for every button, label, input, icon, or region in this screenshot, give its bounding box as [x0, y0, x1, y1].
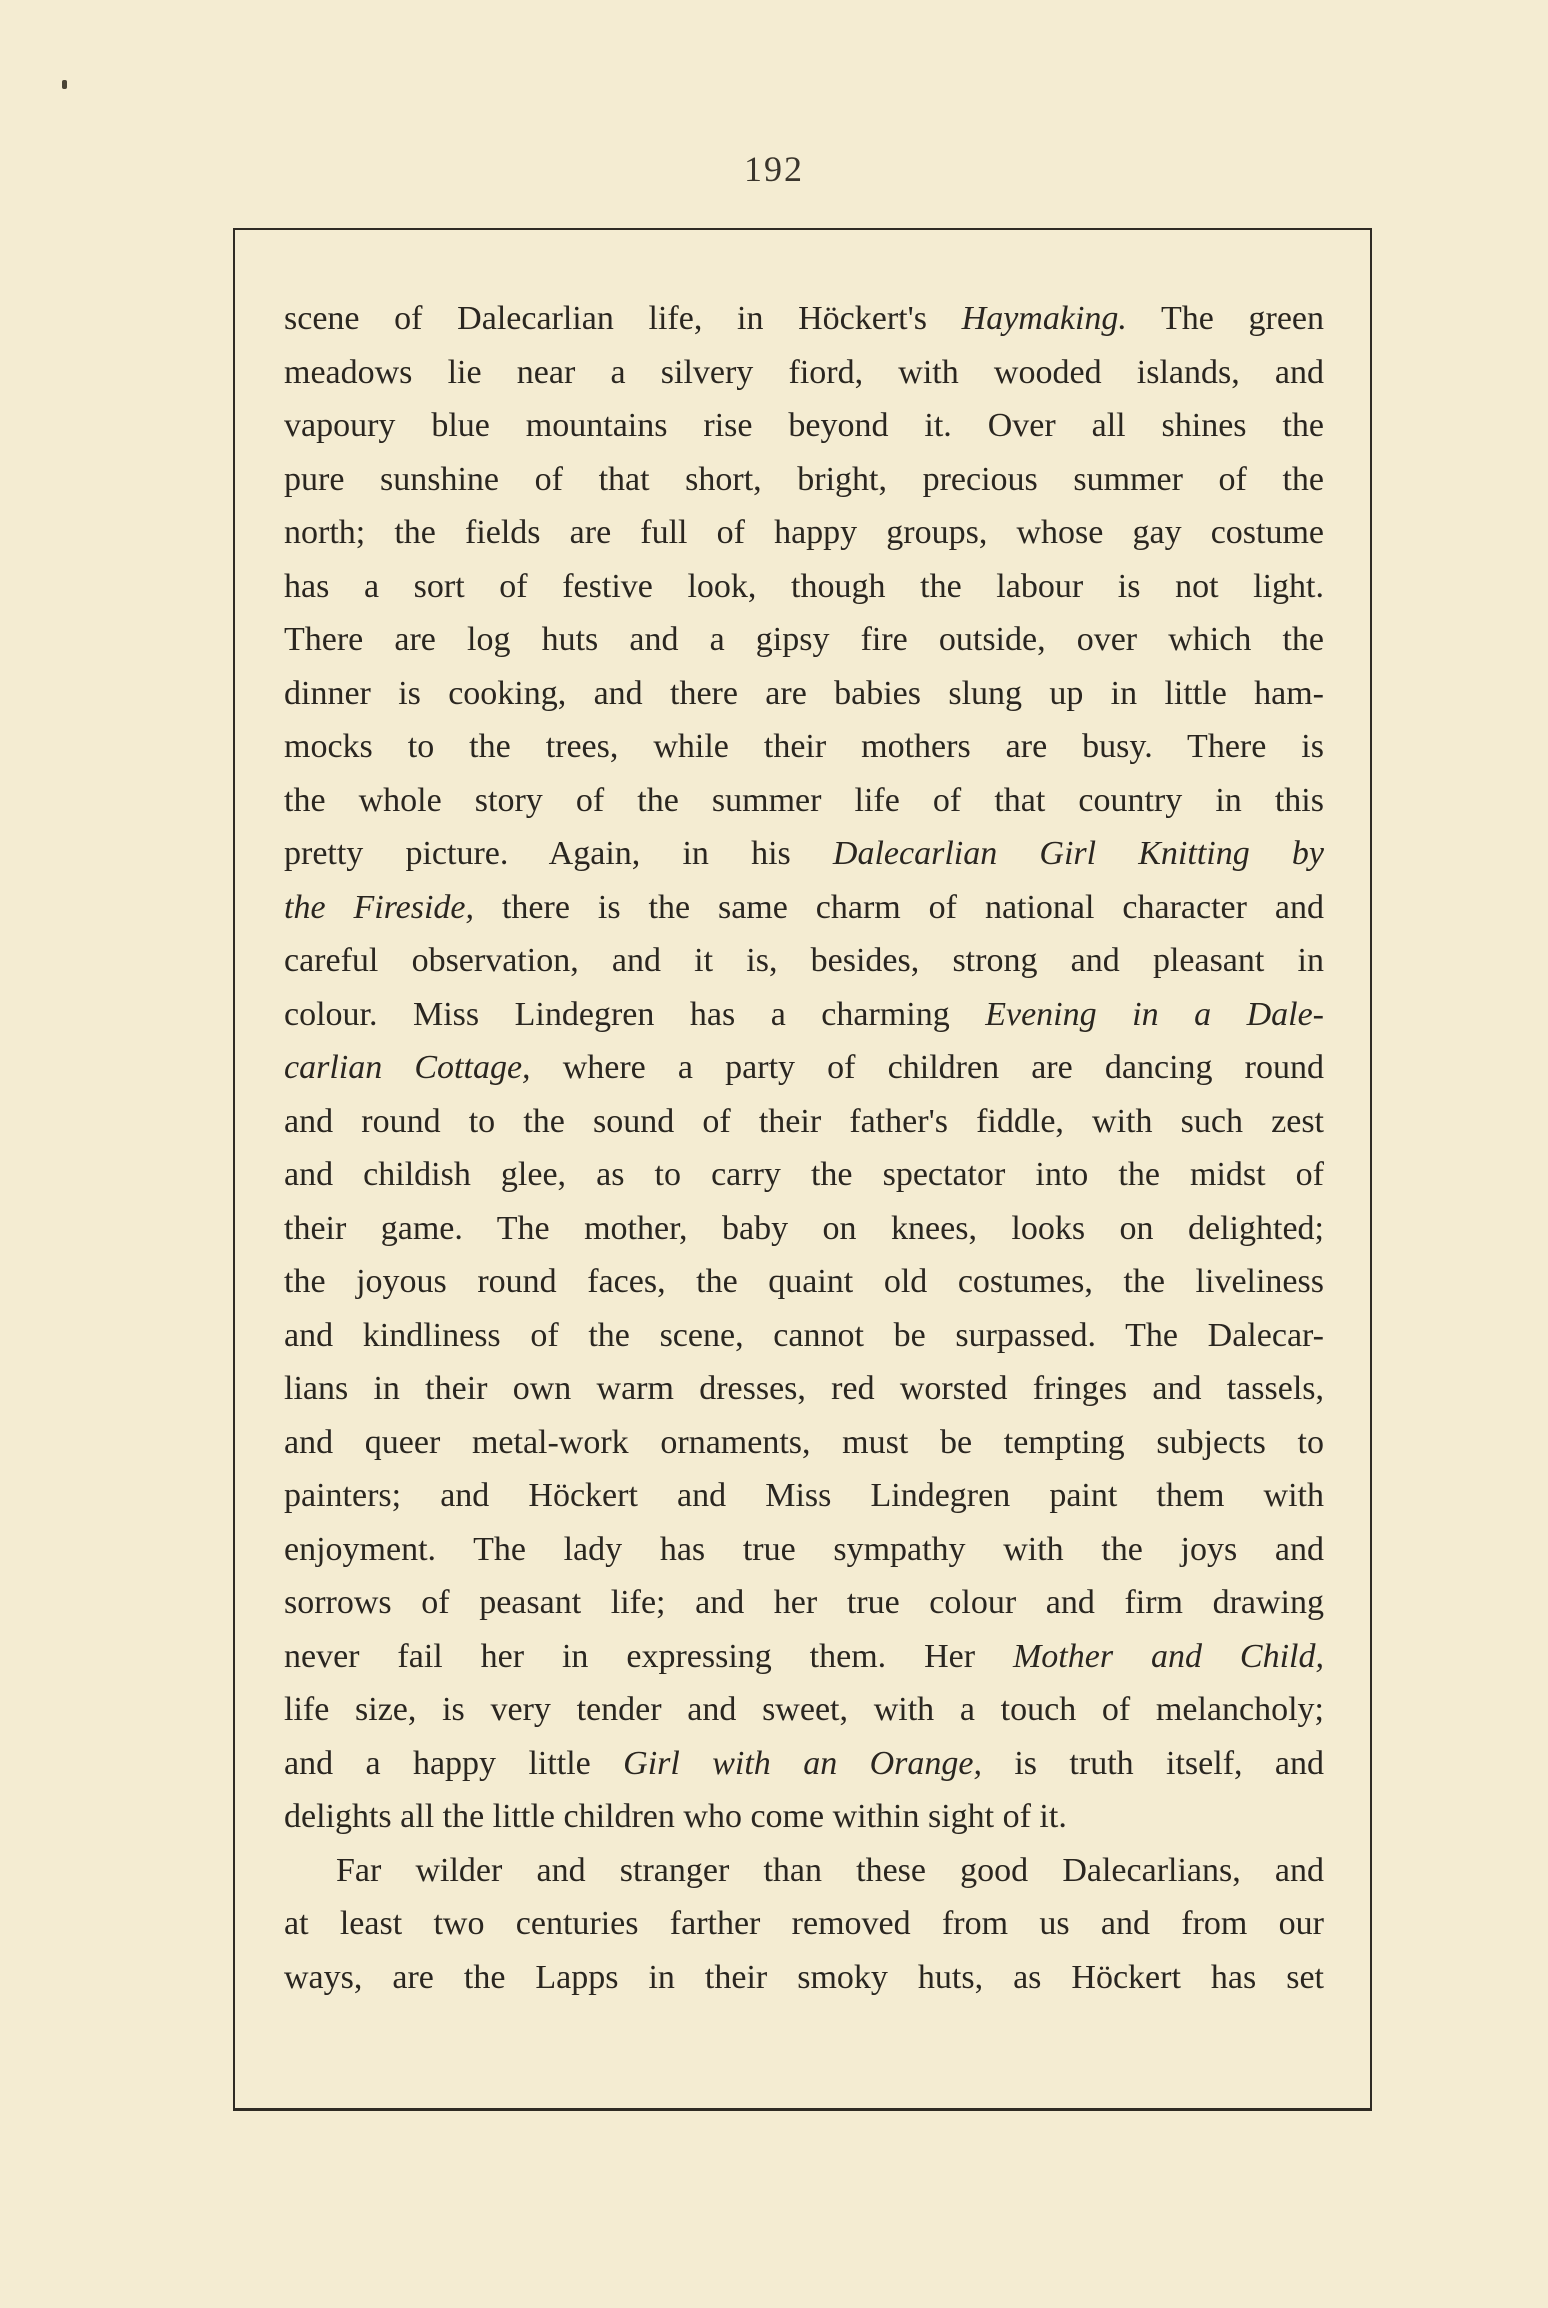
- text-line: has a sort of festive look, though the labour is not light.: [284, 567, 1324, 605]
- text-line: colour. Miss Lindegren has a charming Evening in a Dale-: [284, 995, 1325, 1033]
- text-line: delights all the little children who come within sight of it.: [284, 1798, 1067, 1835]
- text-line: never fail her in expressing them. Her Mother and Child,: [284, 1637, 1324, 1675]
- text-line: carlian Cottage, where a party of children are dancing round: [284, 1049, 1324, 1086]
- text-line: scene of Dalecarlian life, in Höckert's Haymaking. The green: [284, 300, 1325, 337]
- text-line: life size, is very tender and sweet, with a touch of melancholy;: [284, 1691, 1324, 1728]
- body-text: [284, 292, 1324, 2004]
- text-line: at least two centuries farther removed from us and from our: [284, 1905, 1324, 1942]
- text-line: and kindliness of the scene, cannot be surpassed. The Dalecar-: [284, 1316, 1324, 1354]
- artwork-title: Girl with an Orange,: [623, 1744, 982, 1782]
- page-number: 192: [744, 149, 804, 189]
- artwork-title: Dalecarlian Girl Knitting by: [832, 835, 1324, 872]
- text-line: vapoury blue mountains rise beyond it. Over all shines the: [284, 407, 1324, 444]
- text-line: and childish glee, as to carry the spectator into the midst of: [284, 1156, 1324, 1193]
- text-line: careful observation, and it is, besides, strong and pleasant in: [284, 942, 1324, 979]
- artwork-title: Mother and Child,: [1012, 1637, 1324, 1675]
- text-line: sorrows of peasant life; and her true colour and firm drawing: [284, 1584, 1324, 1621]
- text-line: mocks to the trees, while their mothers are busy. There is: [284, 728, 1324, 765]
- artwork-title: the Fireside,: [284, 888, 475, 926]
- paragraph-start-line: Far wilder and stranger than these good Dalecarlians, and: [336, 1851, 1324, 1889]
- text-line: the Fireside, there is the same charm of national character and: [284, 888, 1324, 926]
- artwork-title: Evening in a Dale-: [985, 995, 1325, 1033]
- artwork-title: carlian Cottage,: [284, 1049, 531, 1086]
- text-line: and a happy little Girl with an Orange, is truth itself, and: [284, 1744, 1324, 1782]
- text-line: There are log huts and a gipsy fire outside, over which the: [284, 621, 1324, 658]
- text-line: and queer metal-work ornaments, must be tempting subjects to: [284, 1423, 1324, 1461]
- text-line: the joyous round faces, the quaint old costumes, the liveliness: [284, 1263, 1324, 1300]
- text-line: lians in their own warm dresses, red worsted fringes and tassels,: [284, 1370, 1324, 1407]
- text-line: north; the fields are full of happy groups, whose gay costume: [284, 514, 1324, 551]
- text-line: enjoyment. The lady has true sympathy with the joys and: [284, 1530, 1324, 1568]
- text-line: ways, are the Lapps in their smoky huts, as Höckert has set: [284, 1958, 1324, 1996]
- text-line: meadows lie near a silvery fiord, with wooded islands, and: [284, 353, 1324, 391]
- artwork-title: Haymaking.: [961, 300, 1127, 337]
- text-line: pretty picture. Again, in his Dalecarlian Girl Knitting by: [284, 835, 1324, 872]
- text-line: and round to the sound of their father's fiddle, with such zest: [284, 1102, 1324, 1140]
- text-line: their game. The mother, baby on knees, looks on delighted;: [284, 1209, 1324, 1247]
- text-line: the whole story of the summer life of that country in this: [284, 781, 1324, 819]
- text-line: painters; and Höckert and Miss Lindegren paint them with: [284, 1477, 1324, 1514]
- stray-ink-mark: [62, 80, 67, 89]
- text-line: pure sunshine of that short, bright, precious summer of the: [284, 460, 1324, 498]
- text-line: dinner is cooking, and there are babies slung up in little ham-: [284, 674, 1324, 712]
